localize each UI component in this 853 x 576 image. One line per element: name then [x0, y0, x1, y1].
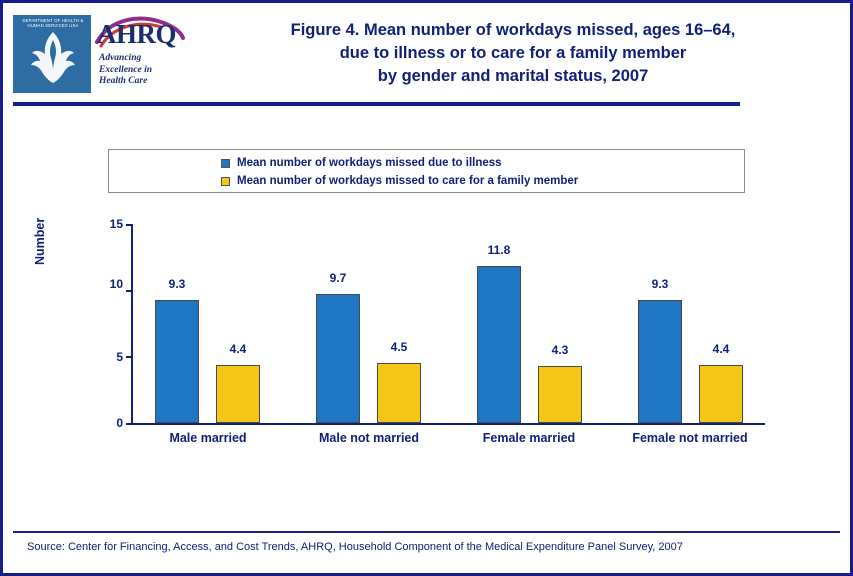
bar-series1-male-married: [155, 300, 199, 423]
ahrq-tagline-line-1: Advancing: [99, 53, 142, 63]
bar-value-series1-male-married: 9.3: [168, 277, 186, 291]
bar-value-series2-male-married: 4.4: [229, 342, 247, 356]
bar-series1-female-not-married: [638, 300, 682, 423]
footer-divider: [13, 531, 840, 533]
source-note: Source: Center for Financing, Access, and Cost Trends, AHRQ, Household Component of the Medical Expenditure Panel Survey, 2007: [27, 541, 683, 553]
bar-value-series1-male-not-married: 9.7: [329, 271, 347, 285]
y-tick-mark-0: [126, 423, 132, 425]
y-axis-label: Number: [33, 217, 47, 265]
title-line-3: by gender and marital status, 2007: [377, 67, 649, 85]
x-tick-label-male-not-married: Male not married: [318, 431, 420, 445]
bar-series2-female-married: [538, 366, 582, 423]
y-tick-mark-15: [126, 224, 132, 226]
bar-value-series2-male-not-married: 4.5: [390, 340, 408, 354]
y-tick-label-15: 15: [109, 217, 123, 231]
hhs-seal-text: DEPARTMENT OF HEALTH & HUMAN SERVICES USA: [22, 18, 84, 28]
bar-series1-male-not-married: [316, 294, 360, 423]
bar-chart-plot: [3, 3, 850, 573]
x-axis-line: [131, 423, 765, 425]
bar-series2-female-not-married: [699, 365, 743, 423]
x-tick-label-female-married: Female married: [482, 431, 576, 445]
bar-series2-male-not-married: [377, 363, 421, 423]
y-tick-mark-5: [126, 356, 132, 358]
y-tick-mark-10: [126, 290, 132, 292]
bar-series2-male-married: [216, 365, 260, 423]
ahrq-tagline-line-2: Excellence in: [99, 64, 153, 75]
x-tick-label-female-not-married: Female not married: [632, 431, 748, 445]
y-tick-label-0: 0: [116, 416, 123, 430]
title-line-2: due to illness or to care for a family member: [339, 44, 687, 62]
bar-value-series1-female-not-married: 9.3: [651, 277, 669, 291]
legend-label-series1: Mean number of workdays missed due to illness: [237, 157, 502, 169]
title-line-1: Figure 4. Mean number of workdays missed, ages 16–64,: [290, 21, 736, 39]
x-tick-label-male-married: Male married: [169, 431, 247, 445]
y-tick-label-5: 5: [116, 350, 123, 364]
y-axis-line: [131, 224, 133, 424]
bar-value-series2-female-not-married: 4.4: [712, 342, 730, 356]
y-tick-label-10: 10: [109, 277, 123, 291]
legend-label-series2: Mean number of workdays missed to care for a family member: [237, 175, 579, 187]
ahrq-tagline-line-3: Health Care: [99, 76, 148, 86]
ahrq-wordmark: AHRQ: [97, 19, 176, 49]
bar-series1-female-married: [477, 266, 521, 423]
bar-value-series2-female-married: 4.3: [551, 343, 569, 357]
bar-value-series1-female-married: 11.8: [487, 243, 511, 257]
